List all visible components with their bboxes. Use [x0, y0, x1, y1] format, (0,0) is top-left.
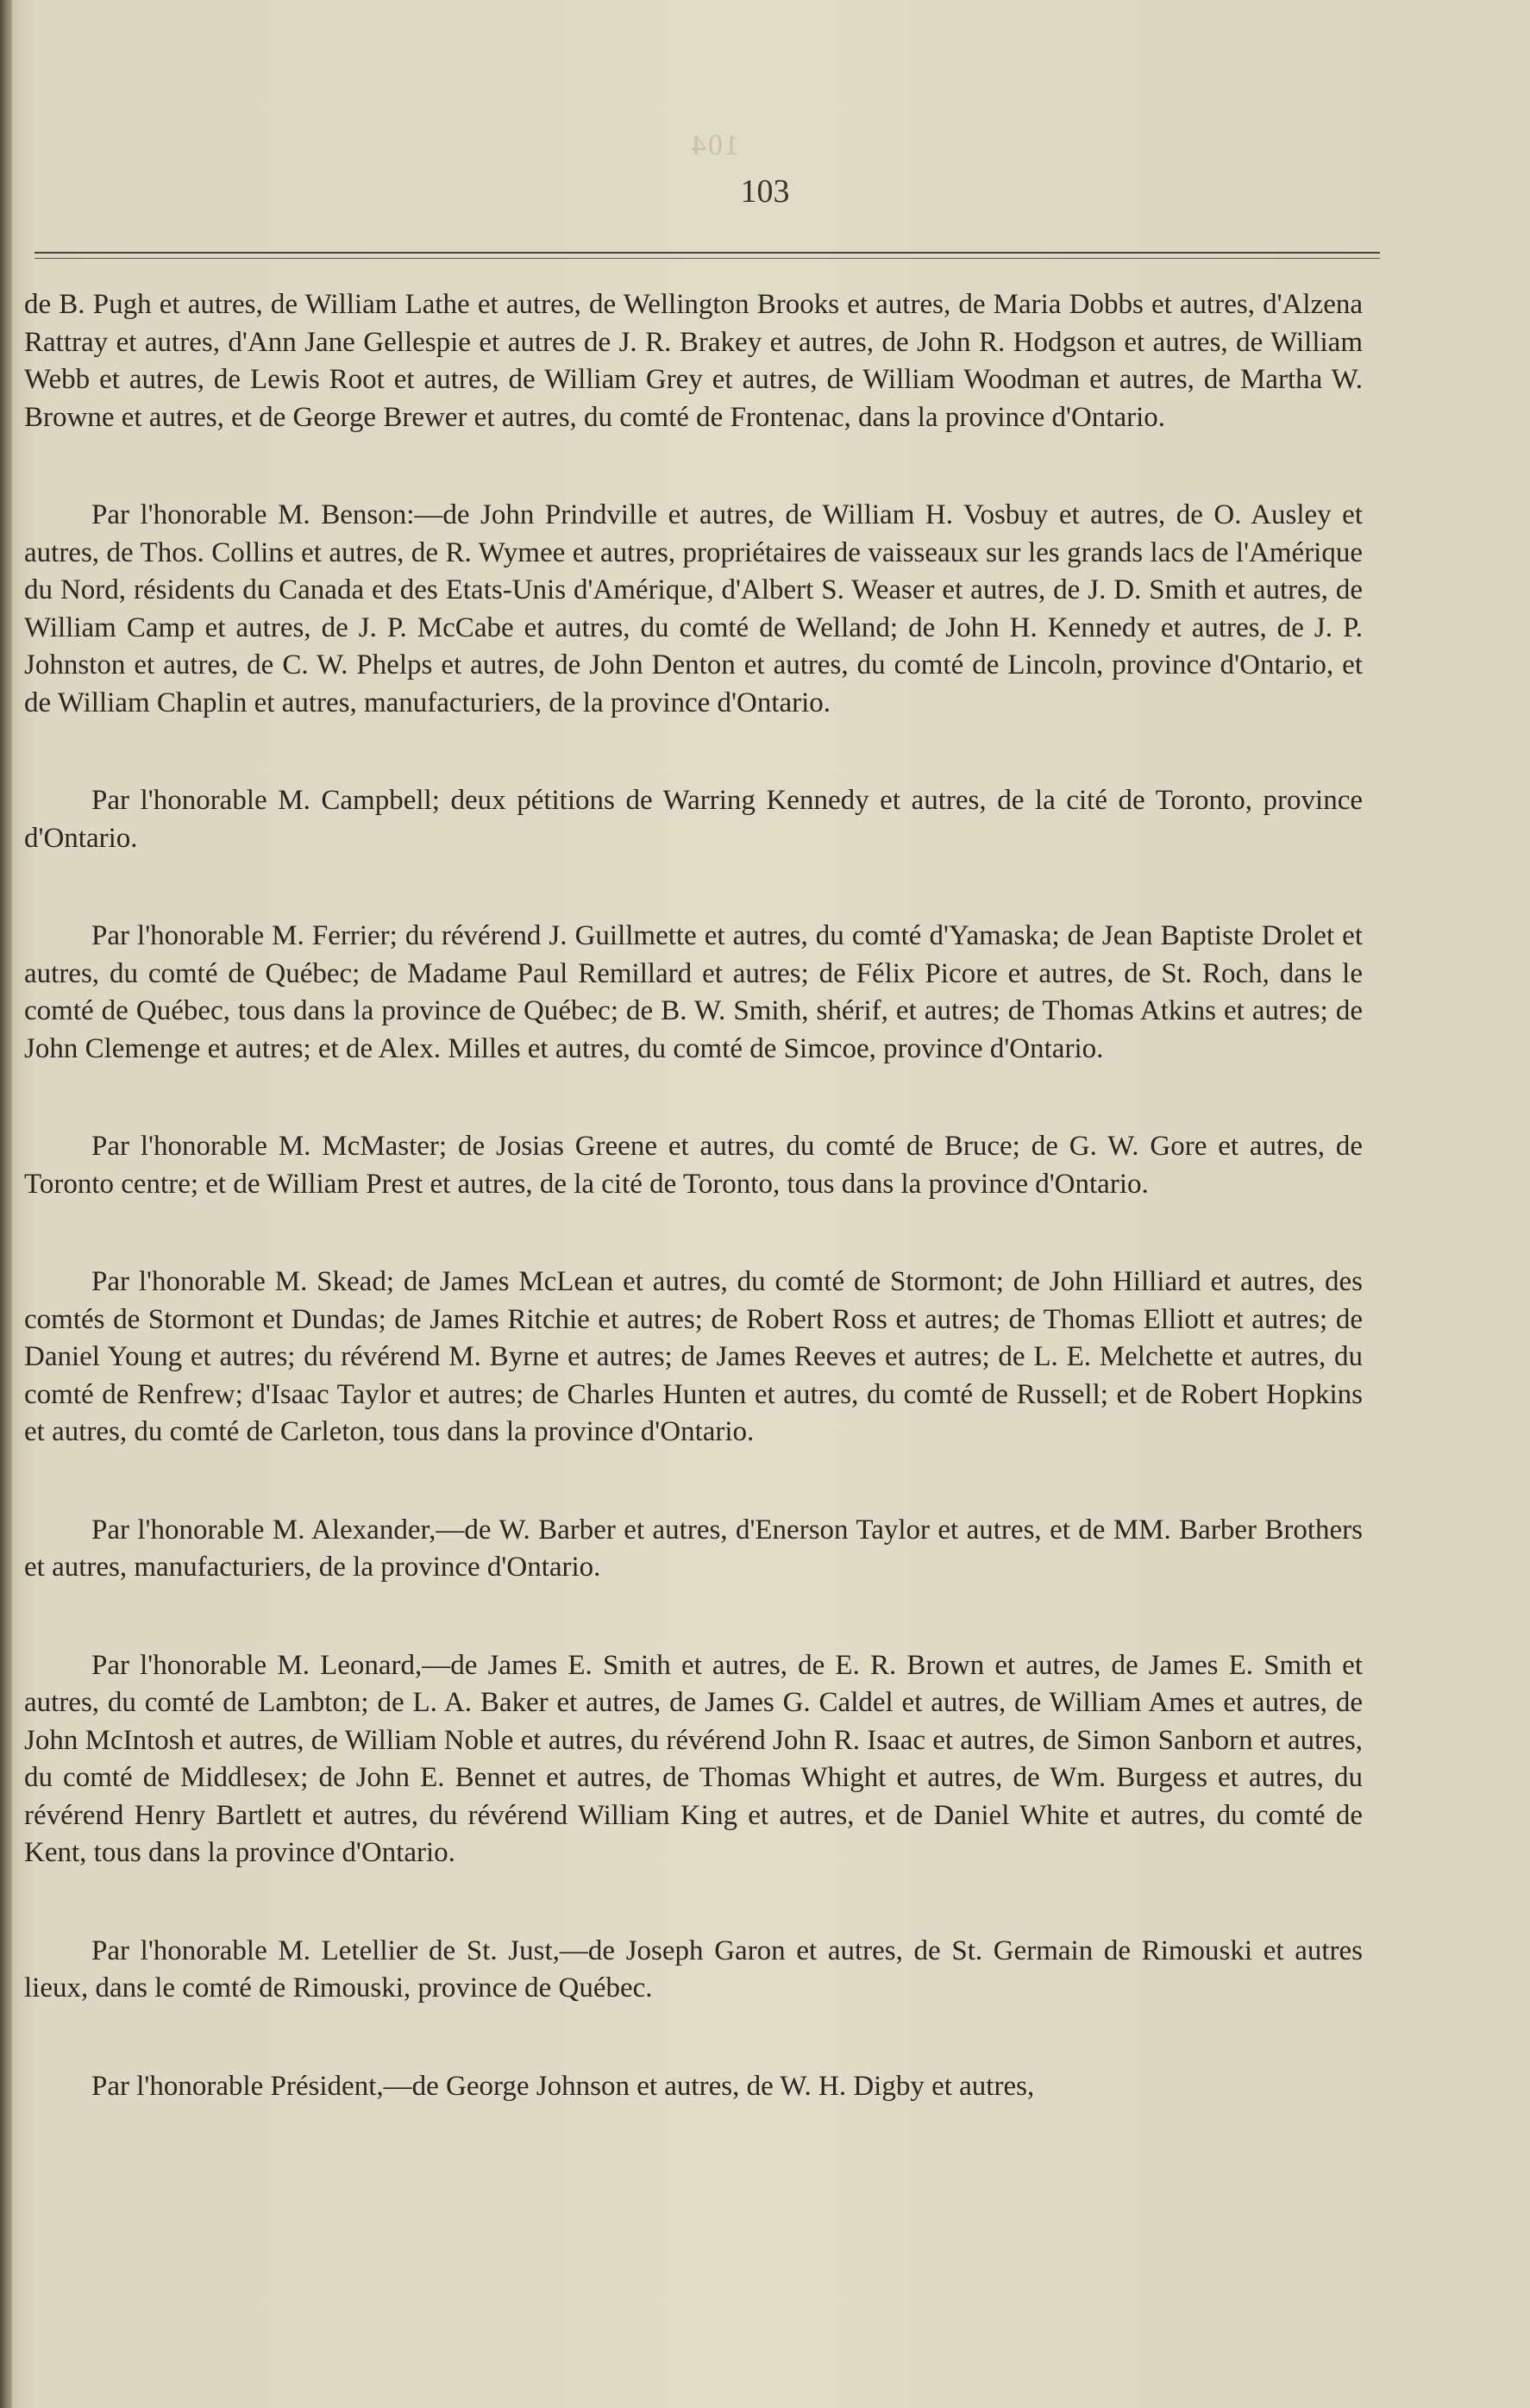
header-rule-thin [34, 258, 1380, 259]
paragraph-skead: Par l'honorable M. Skead; de James McLean et autres, du comté de Stormont; de John Hilliard et autres, des comtés de Stormont et Dundas; de James Ritchie et autres; de Robert Ross et autres; de Thomas Elliott et autres; de Daniel Young et autres; du révérend M. Byrne et autres; de James Reeves et autres; de L. E. Melchette et autres, du comté de Renfrew; d'Isaac Taylor et autres; de Charles Hunten et autres, du comté de Russell; et de Robert Hopkins et autres, du comté de Carleton, tous dans la province d'Ontario. [24, 1266, 1363, 1447]
body-text [24, 286, 1363, 2166]
paragraph-benson: Par l'honorable M. Benson:—de John Prindville et autres, de William H. Vosbuy et autres, de O. Ausley et autres, de Thos. Collins et autres, de R. Wymee et autres, propriétaires de vaisseaux sur les grands lacs de l'Amérique du Nord, résidents du Canada et des Etats-Unis d'Amérique, d'Albert S. Weaser et autres, de J. D. Smith et autres, de William Camp et autres, de J. P. McCabe et autres, du comté de Welland; de John H. Kennedy et autres, de J. P. Johnston et autres, de C. W. Phelps et autres, de John Denton et autres, du comté de Lincoln, province d'Ontario, et de William Chaplin et autres, manufacturiers, de la province d'Ontario. [24, 499, 1363, 718]
book-gutter [0, 0, 12, 2408]
header-rule [34, 250, 1380, 264]
paragraph-frontenac: de B. Pugh et autres, de William Lathe et autres, de Wellington Brooks et autres, de Maria Dobbs et autres, d'Alzena Rattray et autres, d'Ann Jane Gellespie et autres de J. R. Brakey et autres, de John R. Hodgson et autres, de William Webb et autres, de Lewis Root et autres, de William Grey et autres, de William Woodman et autres, de Martha W. Browne et autres, et de George Brewer et autres, du comté de Frontenac, dans la province d'Ontario. [24, 289, 1363, 433]
paragraph-leonard: Par l'honorable M. Leonard,—de James E. Smith et autres, de E. R. Brown et autres, de James E. Smith et autres, du comté de Lambton; de L. A. Baker et autres, de James G. Caldel et autres, de William Ames et autres, de John McIntosh et autres, de William Noble et autres, du révérend John R. Isaac et autres, de Simon Sanborn et autres, du comté de Middlesex; de John E. Bennet et autres, de Thomas Whight et autres, de Wm. Burgess et autres, du révérend Henry Bartlett et autres, du révérend William King et autres, et de Daniel White et autres, du comté de Kent, tous dans la province d'Ontario. [24, 1649, 1363, 1868]
header-rule-thick [34, 252, 1380, 254]
paragraph-president: Par l'honorable Président,—de George Johnson et autres, de W. H. Digby et autres, [91, 2070, 1035, 2102]
paragraph-ferrier: Par l'honorable M. Ferrier; du révérend J. Guillmette et autres, du comté d'Yamaska; de Jean Baptiste Drolet et autres, du comté de Québec; de Madame Paul Remillard et autres; de Félix Picore et autres, de St. Roch, dans le comté de Québec, tous dans la province de Québec; de B. W. Smith, shérif, et autres; de Thomas Atkins et autres; de John Clemenge et autres; et de Alex. Milles et autres, du comté de Simcoe, province d'Ontario. [24, 920, 1363, 1064]
bleed-through-page-number: 104 [690, 129, 739, 161]
paragraph-alexander: Par l'honorable M. Alexander,—de W. Barber et autres, d'Enerson Taylor et autres, et de MM. Barber Brothers et autres, manufacturiers, de la province d'Ontario. [24, 1514, 1363, 1583]
page-number: 103 [740, 173, 790, 210]
paragraph-letellier: Par l'honorable M. Letellier de St. Just,—de Joseph Garon et autres, de St. Germain de Rimouski et autres lieux, dans le comté de Rimouski, province de Québec. [24, 1935, 1363, 2004]
paragraph-campbell: Par l'honorable M. Campbell; deux pétitions de Warring Kennedy et autres, de la cité de Toronto, province d'Ontario. [24, 785, 1363, 854]
paragraph-mcmaster: Par l'honorable M. McMaster; de Josias Greene et autres, du comté de Bruce; de G. W. Gore et autres, de Toronto centre; et de William Prest et autres, de la cité de Toronto, tous dans la province d'Ontario. [24, 1131, 1363, 1200]
